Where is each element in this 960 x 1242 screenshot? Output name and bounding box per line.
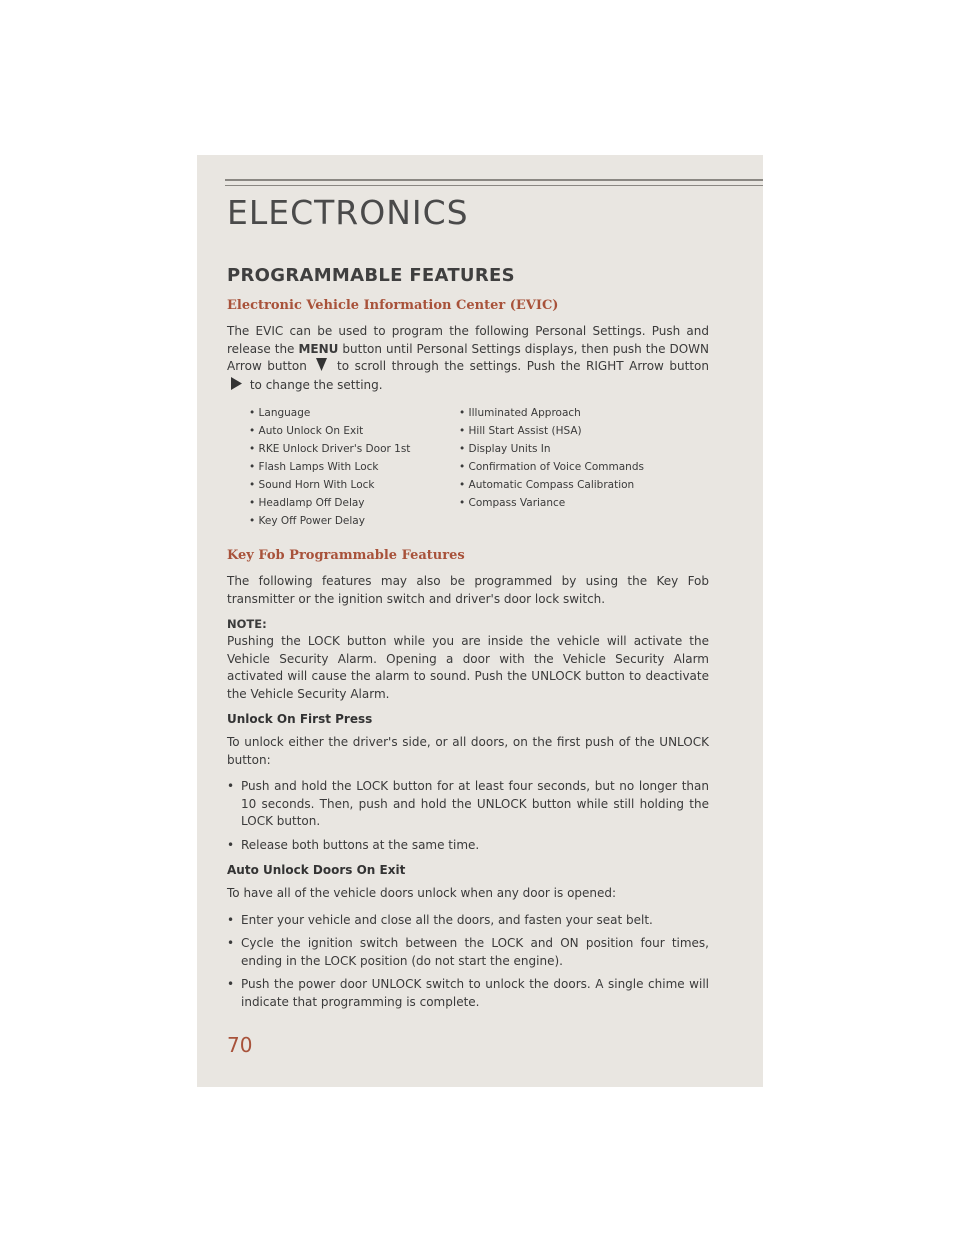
manual-page [197, 155, 763, 1087]
unlock-first-press-steps [227, 778, 709, 854]
keyfob-heading: Key Fob Programmable Features [227, 548, 465, 563]
list-item: • Headlamp Off Delay [249, 497, 365, 509]
list-item: • Compass Variance [459, 497, 566, 509]
evic-settings-list [249, 404, 709, 530]
auto-unlock-steps [227, 912, 709, 1012]
list-item: • Sound Horn With Lock [249, 479, 375, 491]
list-item: • Language [249, 407, 311, 419]
down-arrow-icon [316, 358, 327, 377]
settings-column-right [459, 404, 669, 530]
list-item: • Automatic Compass Calibration [459, 479, 635, 491]
list-item: • Cycle the ignition switch between the LOCK and ON position four times, ending in the LOCK position (do not start the engine). [227, 935, 709, 970]
section-title: ELECTRONICS [227, 193, 469, 232]
keyfob-intro: The following features may also be programmed by using the Key Fob transmitter or the ignition switch and driver's door lock switch. [227, 574, 709, 606]
list-item: • Display Units In [459, 443, 551, 455]
list-item: • Key Off Power Delay [249, 515, 365, 527]
right-arrow-icon [231, 377, 242, 396]
list-item: • RKE Unlock Driver's Door 1st [249, 443, 411, 455]
auto-unlock-intro: To have all of the vehicle doors unlock when any door is opened: [227, 886, 617, 900]
list-item: • Hill Start Assist (HSA) [459, 425, 582, 437]
page-title: PROGRAMMABLE FEATURES [227, 265, 515, 286]
page-content [227, 265, 709, 1020]
menu-button-label: MENU [298, 341, 339, 356]
list-item: • Auto Unlock On Exit [249, 425, 364, 437]
evic-intro: The EVIC can be used to program the following Personal Settings. Push and release the MENU button until Personal Settings displays, then push the DOWN Arrow button to scroll through the settings. Push the RIGHT Arrow button to change the setting. [227, 323, 709, 395]
list-item: • Release both buttons at the same time. [227, 837, 709, 855]
evic-heading: Electronic Vehicle Information Center (EVIC) [227, 298, 559, 313]
page-number: 70 [227, 1033, 253, 1057]
list-item: • Enter your vehicle and close all the doors, and fasten your seat belt. [227, 912, 709, 930]
header-rule [225, 179, 763, 181]
list-item: • Flash Lamps With Lock [249, 461, 379, 473]
auto-unlock-heading: Auto Unlock Doors On Exit [227, 863, 406, 877]
note-label: NOTE: [227, 617, 267, 631]
list-item: • Confirmation of Voice Commands [459, 461, 644, 473]
settings-column-left [249, 404, 459, 530]
unlock-first-press-heading: Unlock On First Press [227, 712, 373, 726]
list-item: • Push and hold the LOCK button for at least four seconds, but no longer than 10 seconds. Then, push and hold the UNLOCK button while still holding the LOCK button. [227, 778, 709, 831]
header-rule-thin [225, 185, 763, 186]
list-item: • Illuminated Approach [459, 407, 581, 419]
unlock-first-press-intro: To unlock either the driver's side, or all doors, on the first push of the UNLOCK button: [227, 735, 709, 767]
note-text: Pushing the LOCK button while you are inside the vehicle will activate the Vehicle Security Alarm. Opening a door with the Vehicle Security Alarm activated will cause the alarm to sound. Push the UNLOCK button to deactivate the Vehicle Security Alarm. [227, 634, 709, 701]
list-item: • Push the power door UNLOCK switch to unlock the doors. A single chime will indicate that programming is complete. [227, 976, 709, 1011]
